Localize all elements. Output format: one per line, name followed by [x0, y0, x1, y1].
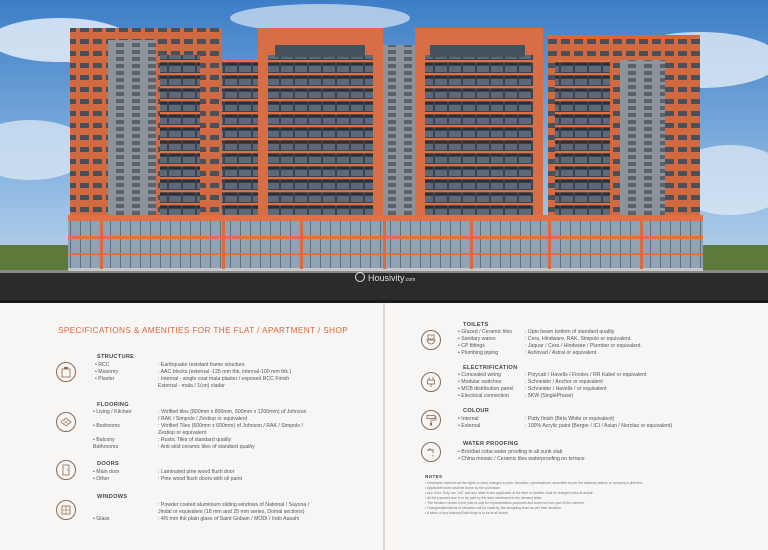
structure-label: • RCC — [95, 362, 110, 368]
windows-value: Jindal or equivalent (18 mm and 25 mm series, Domal sections) — [158, 509, 305, 515]
toilets-label: • CP fittings — [458, 343, 485, 349]
electrification-value: : Schneider / Havells / or equivalent — [525, 386, 607, 392]
spec-title: SPECIFICATIONS & AMENITIES FOR THE FLAT / APARTMENT / SHOP — [58, 326, 349, 335]
toilets-heading: TOILETS — [463, 322, 489, 328]
electrification-label: • Concealed wiring — [458, 372, 502, 378]
electrification-value: : 5KW (SinglePhase) — [525, 393, 574, 399]
note-line: • Developer reserves all the rights to carry changes to plan, elevation, specifications, amenities as per the statutory advice or company's direction. — [425, 481, 644, 485]
watermark — [355, 272, 415, 283]
windows-value: : Powder coated aluminium sliding windows of National / Sayona / — [158, 502, 310, 508]
electrification-heading: ELECTRIFICATION — [463, 365, 518, 371]
toilets-label: • Glazed / Ceramic tiles — [458, 329, 512, 335]
doors-value: : Laminated pine wood flush door — [158, 469, 235, 475]
flooring-label: Bathrooms — [93, 444, 119, 450]
structure-icon — [56, 362, 76, 382]
electrification-label: • Modular switches — [458, 379, 502, 385]
note-line: • Any Govt. Duty, tax, VAT and any other levies applicable at the time of transfer shall be charged extra at actual. — [425, 491, 594, 495]
flooring-value: : Anti-skid ceramic tiles of standard quality — [158, 444, 255, 450]
flooring-value: : Rustic Tiles of standard quality — [158, 437, 232, 443]
window-icon — [56, 500, 76, 520]
note-line: • Changes/alterations of elevation will be made by the designing team as per their decision. — [425, 506, 562, 510]
flooring-label: • Living / Kitchen — [93, 409, 132, 415]
toilets-value: : Ashirvad / Astral or equivalent. — [525, 350, 598, 356]
electrification-value: : Polycab / Havells / Finolex / RR Kabel or equivalent — [525, 372, 647, 378]
colour-label: • External — [458, 423, 481, 429]
logo-circle-icon — [355, 272, 365, 282]
electrification-label: • Electrical connection — [458, 393, 509, 399]
electric-plug-icon — [421, 372, 441, 392]
flooring-label: • Balcony — [93, 437, 115, 443]
watermark-suffix: .com — [404, 277, 416, 283]
toilets-label: • Sanitary wares — [458, 336, 496, 342]
flooring-value: : Vitrified Tiles (600mm x 600mm) of Johnson / RAK / Simpolo / — [158, 423, 303, 429]
door-icon — [56, 460, 76, 480]
flooring-heading: FLOORING — [97, 402, 129, 408]
doors-heading: DOORS — [97, 461, 120, 467]
structure-value: : Internal - single coat mala plaster / exposed RCC Finish — [158, 376, 290, 382]
toilets-value: : Cera, Hindware, RAK, Simpolo or equivalent. — [525, 336, 632, 342]
waterproofing-heading: WATER PROOFING — [463, 441, 519, 447]
toilets-value: : Jaquar / Cera / Hindware / Plumber or equivalent. — [525, 343, 642, 349]
doors-value: : Pine wood flush doors with oil paint — [158, 476, 242, 482]
waterproofing-item: • China mosaic / Ceramic tiles waterproofing on terrace — [458, 456, 585, 462]
colour-label: • Internal — [458, 416, 479, 422]
electrification-label: • MCB distribution panel — [458, 386, 514, 392]
structure-value: : Earthquake resistant frame structure — [158, 362, 245, 368]
note-line: • Applicable taxes shall be borne by the purchaser. — [425, 486, 501, 490]
structure-value: : AAC blocks (external -125 mm thk, internal-100 mm thk.) — [158, 369, 292, 375]
windows-heading: WINDOWS — [97, 494, 128, 500]
waterproofing-item: • Brickbat coba water proofing in all sunk slab — [458, 449, 563, 455]
structure-label: • Plaster — [95, 376, 115, 382]
watermark-text: Housivity — [368, 273, 405, 283]
paint-roller-icon — [421, 410, 441, 430]
colour-heading: COLOUR — [463, 408, 490, 414]
flooring-value: Zestiop or equivalent — [158, 430, 207, 436]
windows-value: : 4/5 mm thk plain glass of Saint Gobain / MODI / Indo Aasahi — [158, 516, 299, 522]
flooring-value: : Vitrified tiles (800mm x 800mm, 600mm x 1200mm) of Johnson — [158, 409, 307, 415]
toilets-label: • Plumbing piping — [458, 350, 499, 356]
structure-value: External - mala / 1(on) cladar — [158, 383, 225, 389]
toilets-value: : Upto beam bottom of standard quality — [525, 329, 615, 335]
flooring-value: / RAK / Simpolo / Zestiop or equivalent — [158, 416, 248, 422]
colour-value: : Putty finish (Birla White or equivalent) — [525, 416, 615, 422]
flooring-icon — [56, 412, 76, 432]
note-line: • All the payment due is to be paid by the date mentioned in the demand letter. — [425, 496, 543, 500]
structure-heading: STRUCTURE — [97, 354, 135, 360]
electrification-value: : Schneider / Anchor or equivalent — [525, 379, 603, 385]
doors-label: • Other — [93, 476, 110, 482]
note-line: • The furniture shown in the plan is only for representation purposes and does not form part of the scheme. — [425, 501, 585, 505]
water-tap-icon — [421, 442, 441, 462]
structure-label: • Masonry — [95, 369, 119, 375]
note-line: • 8 sides of any balcony/Sold fringe is to be at all levels. — [425, 511, 509, 515]
windows-label: • Glass — [93, 516, 110, 522]
notes-heading: NOTES — [425, 474, 443, 479]
toilet-icon — [421, 330, 441, 350]
flooring-label: • Bedrooms — [93, 423, 120, 429]
doors-label: • Main door — [93, 469, 120, 475]
colour-value: : 100% Acrylic paint (Berger / ICI / Asian / Nerolac or equivalent) — [525, 423, 673, 429]
